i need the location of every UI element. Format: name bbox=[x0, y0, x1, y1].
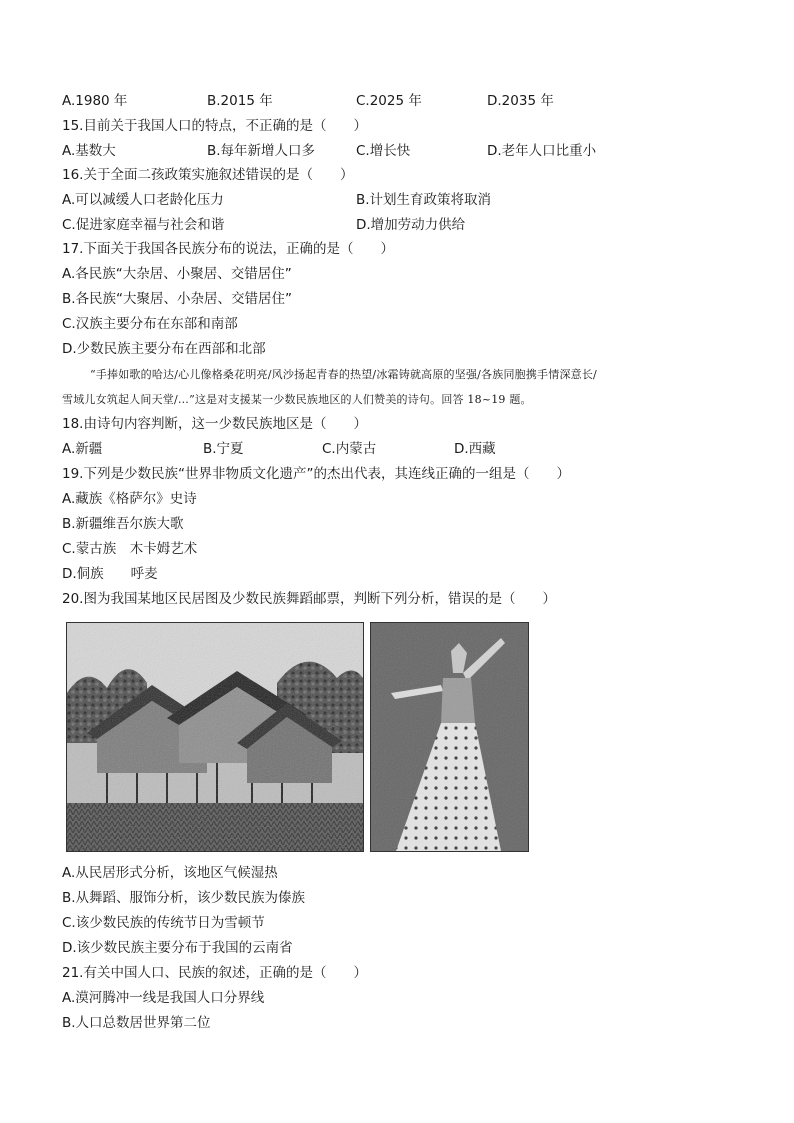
q15-option-c: C.增长快 bbox=[356, 143, 411, 159]
q18-option-a: A.新疆 bbox=[62, 441, 103, 457]
dancer-illustration bbox=[371, 623, 528, 851]
q18-stem: 18.由诗句内容判断，这一少数民族地区是（ ） bbox=[62, 416, 367, 432]
q19-option-b: B.新疆维吾尔族大歌 bbox=[62, 516, 184, 532]
stilt-house-illustration bbox=[67, 623, 363, 851]
q19-option-c: C.蒙古族 木卡姆艺术 bbox=[62, 541, 198, 557]
q16-option-c: C.促进家庭幸福与社会和谐 bbox=[62, 217, 225, 233]
q21-stem: 21.有关中国人口、民族的叙述，正确的是（ ） bbox=[62, 965, 367, 981]
dance-stamp-photo bbox=[370, 622, 529, 852]
q16-option-b: B.计划生育政策将取消 bbox=[356, 192, 492, 208]
q17-stem: 17.下面关于我国各民族分布的说法，正确的是（ ） bbox=[62, 241, 394, 257]
q16-stem: 16.关于全面二孩政策实施叙述错误的是（ ） bbox=[62, 167, 354, 183]
q14-option-a: A.1980 年 bbox=[62, 93, 128, 109]
q18-option-b: B.宁夏 bbox=[203, 441, 244, 457]
q20-option-b: B.从舞蹈、服饰分析，该少数民族为傣族 bbox=[62, 890, 306, 906]
poem-line-1: “手捧如歌的哈达/心儿像格桑花明亮/风沙扬起青春的热望/冰霜铸就高原的坚强/各族同胞携手情深意长/ bbox=[90, 368, 597, 381]
q14-option-d: D.2035 年 bbox=[487, 93, 554, 109]
q20-stem: 20.图为我国某地区民居图及少数民族舞蹈邮票，判断下列分析，错误的是（ ） bbox=[62, 591, 556, 607]
q16-option-a: A.可以减缓人口老龄化压力 bbox=[62, 192, 224, 208]
q17-option-c: C.汉族主要分布在东部和南部 bbox=[62, 316, 238, 332]
q16-option-d: D.增加劳动力供给 bbox=[356, 217, 466, 233]
q18-option-d: D.西藏 bbox=[454, 441, 496, 457]
q15-option-d: D.老年人口比重小 bbox=[487, 143, 597, 159]
q20-option-c: C.该少数民族的传统节日为雪顿节 bbox=[62, 915, 265, 931]
q14-option-c: C.2025 年 bbox=[356, 93, 422, 109]
q19-stem: 19.下列是少数民族“世界非物质文化遗产”的杰出代表，其连线正确的一组是（ ） bbox=[62, 466, 570, 482]
q15-option-b: B.每年新增人口多 bbox=[207, 143, 316, 159]
q17-option-d: D.少数民族主要分布在西部和北部 bbox=[62, 341, 266, 357]
q20-option-a: A.从民居形式分析，该地区气候湿热 bbox=[62, 865, 278, 881]
q17-option-a: A.各民族“大杂居、小聚居、交错居住” bbox=[62, 266, 292, 282]
q18-option-c: C.内蒙古 bbox=[322, 441, 377, 457]
q19-option-a: A.藏族《格萨尔》史诗 bbox=[62, 491, 197, 507]
q14-option-b: B.2015 年 bbox=[207, 93, 273, 109]
q20-option-d: D.该少数民族主要分布于我国的云南省 bbox=[62, 940, 293, 956]
q17-option-b: B.各民族“大聚居、小杂居、交错居住” bbox=[62, 291, 293, 307]
q15-stem: 15.目前关于我国人口的特点，不正确的是（ ） bbox=[62, 118, 367, 134]
stilt-house-photo bbox=[66, 622, 364, 852]
poem-line-2: 雪域儿女筑起人间天堂/…”这是对支援某一少数民族地区的人们赞美的诗句。回答 18~19 题。 bbox=[62, 393, 532, 406]
q19-option-d: D.侗族 呼麦 bbox=[62, 566, 158, 582]
q21-option-b: B.人口总数居世界第二位 bbox=[62, 1015, 211, 1031]
q21-option-a: A.漠河腾冲一线是我国人口分界线 bbox=[62, 990, 265, 1006]
q15-option-a: A.基数大 bbox=[62, 143, 116, 159]
